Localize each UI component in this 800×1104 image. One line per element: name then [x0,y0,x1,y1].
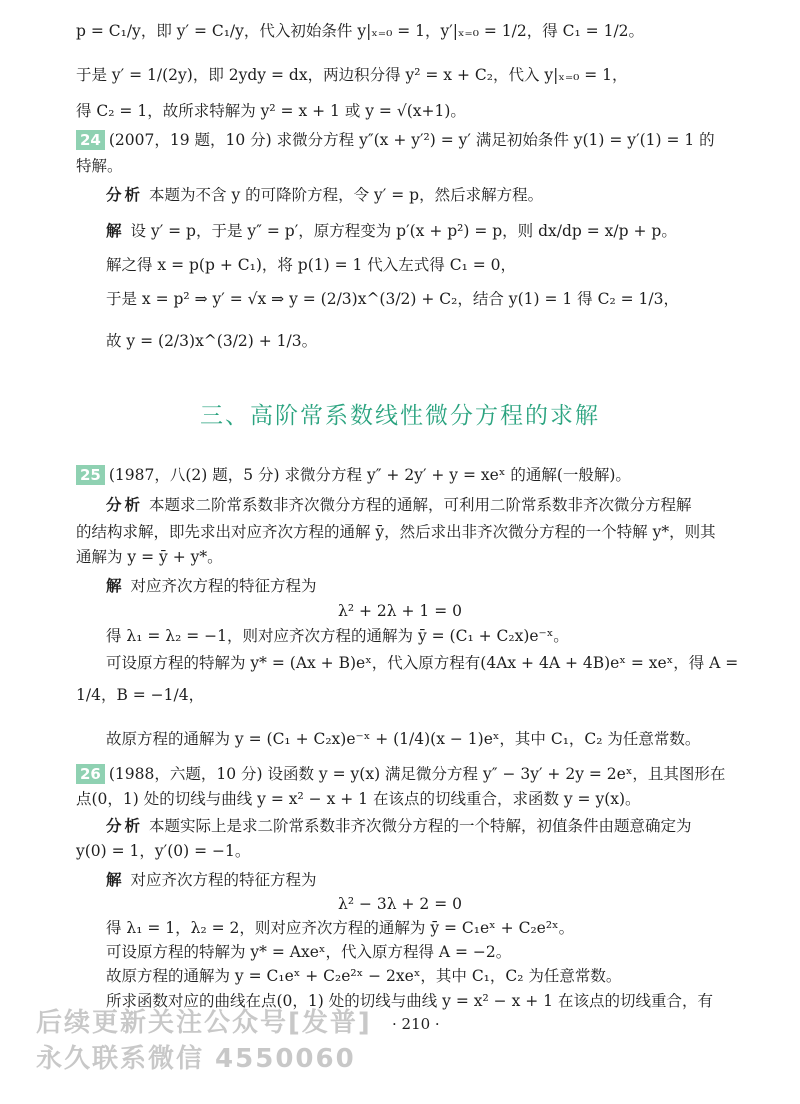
text-line: 得 C₂ = 1，故所求特解为 y² = x + 1 或 y = √(x+1)。 [76,102,466,120]
watermark-line-1: 后续更新关注公众号[发普] [36,1008,372,1038]
solution-paragraph: 解 对应齐次方程的特征方程为 [106,871,317,889]
problem-number-badge: 26 [76,764,105,784]
analysis-label: 分析 [106,817,144,835]
text-line: 点(0，1) 处的切线与曲线 y = x² − x + 1 在该点的切线重合，求函数 y = y(x)。 [76,790,641,808]
text-line: 于是 y′ = 1/(2y)，即 2ydy = dx，两边积分得 y² = x + C₂，代入 y|ₓ₌₀ = 1， [76,66,628,84]
text-line: 故 y = (2/3)x^(3/2) + 1/3。 [106,332,318,350]
text-line: 所求函数对应的曲线在点(0，1) 处的切线与曲线 y = x² − x + 1 在该点的切线重合，有 [106,992,713,1010]
text-line: 得 λ₁ = 1，λ₂ = 2，则对应齐次方程的通解为 ȳ = C₁eˣ + C₂e²ˣ。 [106,919,575,937]
text-line: 可设原方程的特解为 y* = Axeˣ，代入原方程得 A = −2。 [106,943,512,961]
analysis-label: 分析 [106,186,144,204]
analysis-paragraph: 分析 本题求二阶常系数非齐次微分方程的通解，可利用二阶常系数非齐次微分方程解 [106,496,692,514]
equation: λ² − 3λ + 2 = 0 [338,895,462,913]
solution-paragraph: 解 设 y′ = p，于是 y″ = p′，原方程变为 p′(x + p²) = p，则 dx/dp = x/p + p。 [106,222,677,240]
analysis-paragraph: 分析 本题实际上是求二阶常系数非齐次微分方程的一个特解，初值条件由题意确定为 [106,817,692,835]
text-line: 故原方程的通解为 y = C₁eˣ + C₂e²ˣ − 2xeˣ，其中 C₁，C₂ 为任意常数。 [106,967,622,985]
text-line: 得 λ₁ = λ₂ = −1，则对应齐次方程的通解为 ȳ = (C₁ + C₂x)e⁻ˣ。 [106,627,569,645]
text-line: 解之得 x = p(p + C₁)，将 p(1) = 1 代入左式得 C₁ = 0， [106,256,517,274]
analysis-label: 分析 [106,496,144,514]
solution-label: 解 [106,577,125,595]
solution-label: 解 [106,871,125,889]
problem-26-statement: 26 (1988，六题，10 分) 设函数 y = y(x) 满足微分方程 y″ − 3y′ + 2y = 2eˣ，且其图形在 [76,763,725,785]
text-line: 故原方程的通解为 y = (C₁ + C₂x)e⁻ˣ + (1/4)(x − 1)eˣ，其中 C₁，C₂ 为任意常数。 [106,730,701,748]
text-line: 1/4，B = −1/4， [76,686,205,704]
solution-paragraph: 解 对应齐次方程的特征方程为 [106,577,317,595]
text-line: 的结构求解，即先求出对应齐次方程的通解 ȳ，然后求出非齐次微分方程的一个特解 y*，则其 [76,523,716,541]
problem-number-badge: 24 [76,130,105,150]
text-line: 于是 x = p² ⇒ y′ = √x ⇒ y = (2/3)x^(3/2) + C₂，结合 y(1) = 1 得 C₂ = 1/3， [106,290,679,308]
section-heading: 三、高阶常系数线性微分方程的求解 [200,403,600,429]
solution-label: 解 [106,222,125,240]
watermark-line-2: 永久联系微信 4550060 [36,1044,356,1074]
problem-24-statement: 24 (2007，19 题，10 分) 求微分方程 y″(x + y′²) = y′ 满足初始条件 y(1) = y′(1) = 1 的 [76,129,715,151]
page-number: · 210 · [392,1015,440,1033]
text-line: p = C₁/y，即 y′ = C₁/y，代入初始条件 y|ₓ₌₀ = 1，y′|ₓ₌₀ = 1/2，得 C₁ = 1/2。 [76,22,645,40]
equation: λ² + 2λ + 1 = 0 [338,602,462,620]
analysis-paragraph: 分析 本题为不含 y 的可降阶方程，令 y′ = p，然后求解方程。 [106,186,544,204]
text-line: 通解为 y = ȳ + y*。 [76,548,223,566]
text-line: 可设原方程的特解为 y* = (Ax + B)eˣ，代入原方程有(4Ax + 4A + 4B)eˣ = xeˣ，得 A = [106,654,739,672]
problem-number-badge: 25 [76,465,105,485]
text-line: y(0) = 1，y′(0) = −1。 [76,842,251,860]
text-line: 特解。 [76,157,123,175]
problem-25-statement: 25 (1987，八(2) 题，5 分) 求微分方程 y″ + 2y′ + y = xeˣ 的通解(一般解)。 [76,464,631,486]
